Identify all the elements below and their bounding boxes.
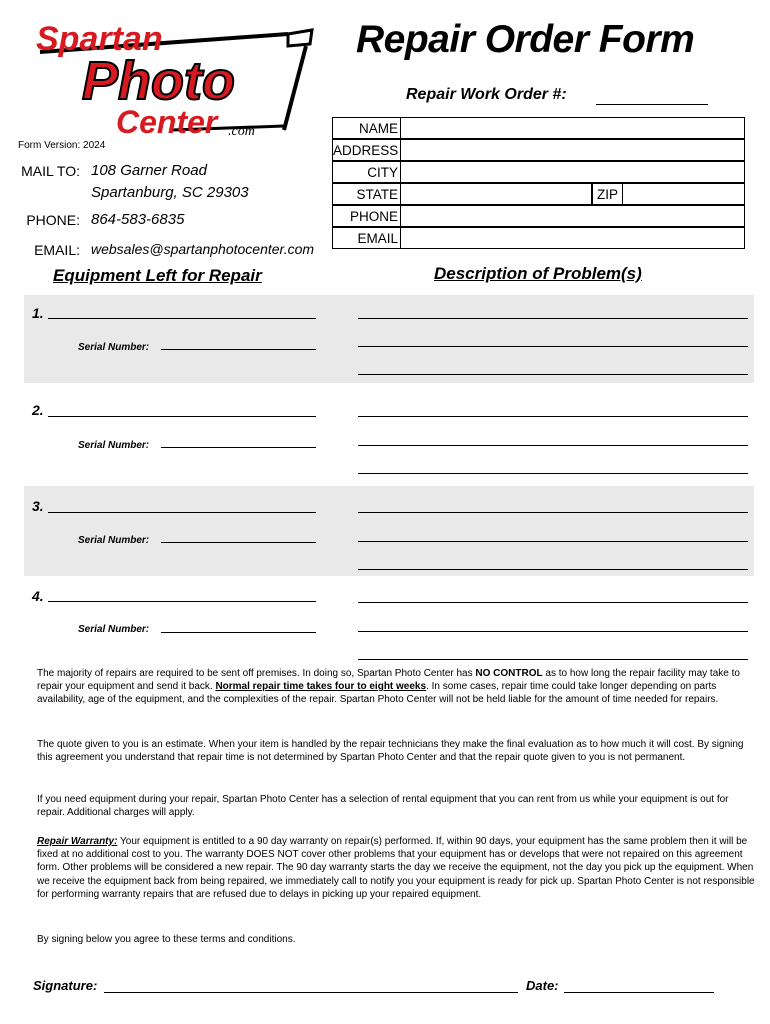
description-line[interactable] xyxy=(358,374,748,375)
description-line[interactable] xyxy=(358,631,748,632)
store-phone: 864-583-6835 xyxy=(91,211,185,228)
terms-paragraph-2: The quote given to you is an estimate. When your item is handled by the repair technicians they make the final evaluation as to how much it will cost. By signing this agreement you understand that repair time is not determined by Spartan Photo Center and that the repair quote given to you is not permanent. xyxy=(37,739,744,764)
item-field[interactable] xyxy=(48,601,316,602)
state-field[interactable] xyxy=(400,183,592,205)
serial-field[interactable] xyxy=(161,447,316,448)
page-title: Repair Order Form xyxy=(356,18,695,61)
item-field[interactable] xyxy=(48,512,316,513)
phone-label: PHONE: xyxy=(26,212,80,228)
terms-paragraph-1 xyxy=(37,667,755,707)
email-field[interactable] xyxy=(400,227,745,249)
logo xyxy=(22,20,322,148)
terms-paragraph-5: By signing below you agree to these terms and conditions. xyxy=(37,934,296,945)
serial-field[interactable] xyxy=(161,632,316,633)
date-field[interactable] xyxy=(564,992,714,993)
logo-com: .com xyxy=(228,124,255,139)
description-line[interactable] xyxy=(358,569,748,570)
description-line[interactable] xyxy=(358,659,748,660)
address-line-2: Spartanburg, SC 29303 xyxy=(91,184,249,201)
work-order-field[interactable] xyxy=(596,104,708,105)
item-number: 1. xyxy=(32,305,44,321)
description-line[interactable] xyxy=(358,318,748,319)
serial-label: Serial Number: xyxy=(78,440,150,451)
city-field[interactable] xyxy=(400,161,745,183)
signature-label: Signature: xyxy=(33,978,98,993)
date-label: Date: xyxy=(526,978,559,993)
terms-text: . In some cases, repair time could take longer depending on parts availability, age of the equipment, and the complexities of the repair. Spartan Photo Center will not be held liable for the amount of time needed for repairs. xyxy=(37,681,719,706)
description-heading: Description of Problem(s) xyxy=(434,264,642,283)
logo-center: Center xyxy=(116,104,218,140)
address-label: ADDRESS xyxy=(332,139,400,161)
name-field[interactable] xyxy=(400,117,745,139)
terms-text: The majority of repairs are required to be sent off premises. In doing so, Spartan Photo Center has xyxy=(37,668,476,679)
phone-field-label: PHONE xyxy=(332,205,400,227)
mail-to-label: MAIL TO: xyxy=(21,163,80,179)
work-order-label: Repair Work Order #: xyxy=(406,86,567,103)
address-line-1: 108 Garner Road xyxy=(91,162,207,179)
description-line[interactable] xyxy=(358,445,748,446)
state-label: STATE xyxy=(332,183,400,205)
description-line[interactable] xyxy=(358,416,748,417)
repair-time-emphasis: Normal repair time takes four to eight weeks xyxy=(215,681,427,693)
address-field[interactable] xyxy=(400,139,745,161)
zip-label: ZIP xyxy=(592,183,622,205)
email-label: EMAIL: xyxy=(34,242,80,258)
item-number: 4. xyxy=(32,588,44,604)
item-number: 3. xyxy=(32,498,44,514)
logo-spartan: Spartan xyxy=(36,20,163,58)
terms-paragraph-4 xyxy=(37,835,755,901)
item-field[interactable] xyxy=(48,416,316,417)
serial-field[interactable] xyxy=(161,349,316,350)
serial-label: Serial Number: xyxy=(78,342,150,353)
signature-field[interactable] xyxy=(104,992,518,993)
store-email: websales@spartanphotocenter.com xyxy=(91,241,315,257)
description-line[interactable] xyxy=(358,541,748,542)
description-line[interactable] xyxy=(358,346,748,347)
terms-text: Your equipment is entitled to a 90 day warranty on repair(s) performed. If, within 90 days, your equipment has the same problem then it will be fixed at no additional cost to you. The warranty DOES NOT cover other problems that your equipment has or develops that were not repaired on this agreement form. Other problems will be considered a new repair. The 90 day warranty starts the day we receive the equipment, not the day you pick up the equipment. When we receive the equipment back from being repaired, we immediately call to notify you your equipment is ready for pick up. Spartan Photo Center is not responsible for performing warranty repairs that are refused due to delays in picking up your repaired equipment. xyxy=(37,836,755,900)
warranty-heading: Repair Warranty: xyxy=(37,836,118,847)
phone-field[interactable] xyxy=(400,205,745,227)
serial-field[interactable] xyxy=(161,542,316,543)
no-control-emphasis: NO CONTROL xyxy=(475,668,543,679)
logo-photo: Photo xyxy=(82,51,235,111)
description-line[interactable] xyxy=(358,512,748,513)
form-version: Form Version: 2024 xyxy=(18,140,106,151)
item-band-2 xyxy=(24,486,754,576)
terms-paragraph-3: If you need equipment during your repair, Spartan Photo Center has a selection of rental equipment that you can rent from us while your equipment is out for repair. Additional charges will apply. xyxy=(37,794,729,819)
equipment-heading: Equipment Left for Repair xyxy=(53,266,262,285)
item-field[interactable] xyxy=(48,318,316,319)
name-label: NAME xyxy=(332,117,400,139)
item-band-1 xyxy=(24,295,754,383)
description-line[interactable] xyxy=(358,473,748,474)
description-line[interactable] xyxy=(358,602,748,603)
zip-field[interactable] xyxy=(622,183,745,205)
item-number: 2. xyxy=(32,402,44,418)
serial-label: Serial Number: xyxy=(78,624,150,635)
city-label: CITY xyxy=(332,161,400,183)
serial-label: Serial Number: xyxy=(78,535,150,546)
terms-text: as to how long the repair facility may take to repair your equipment and send it back. xyxy=(37,668,740,693)
email-field-label: EMAIL xyxy=(332,227,400,249)
